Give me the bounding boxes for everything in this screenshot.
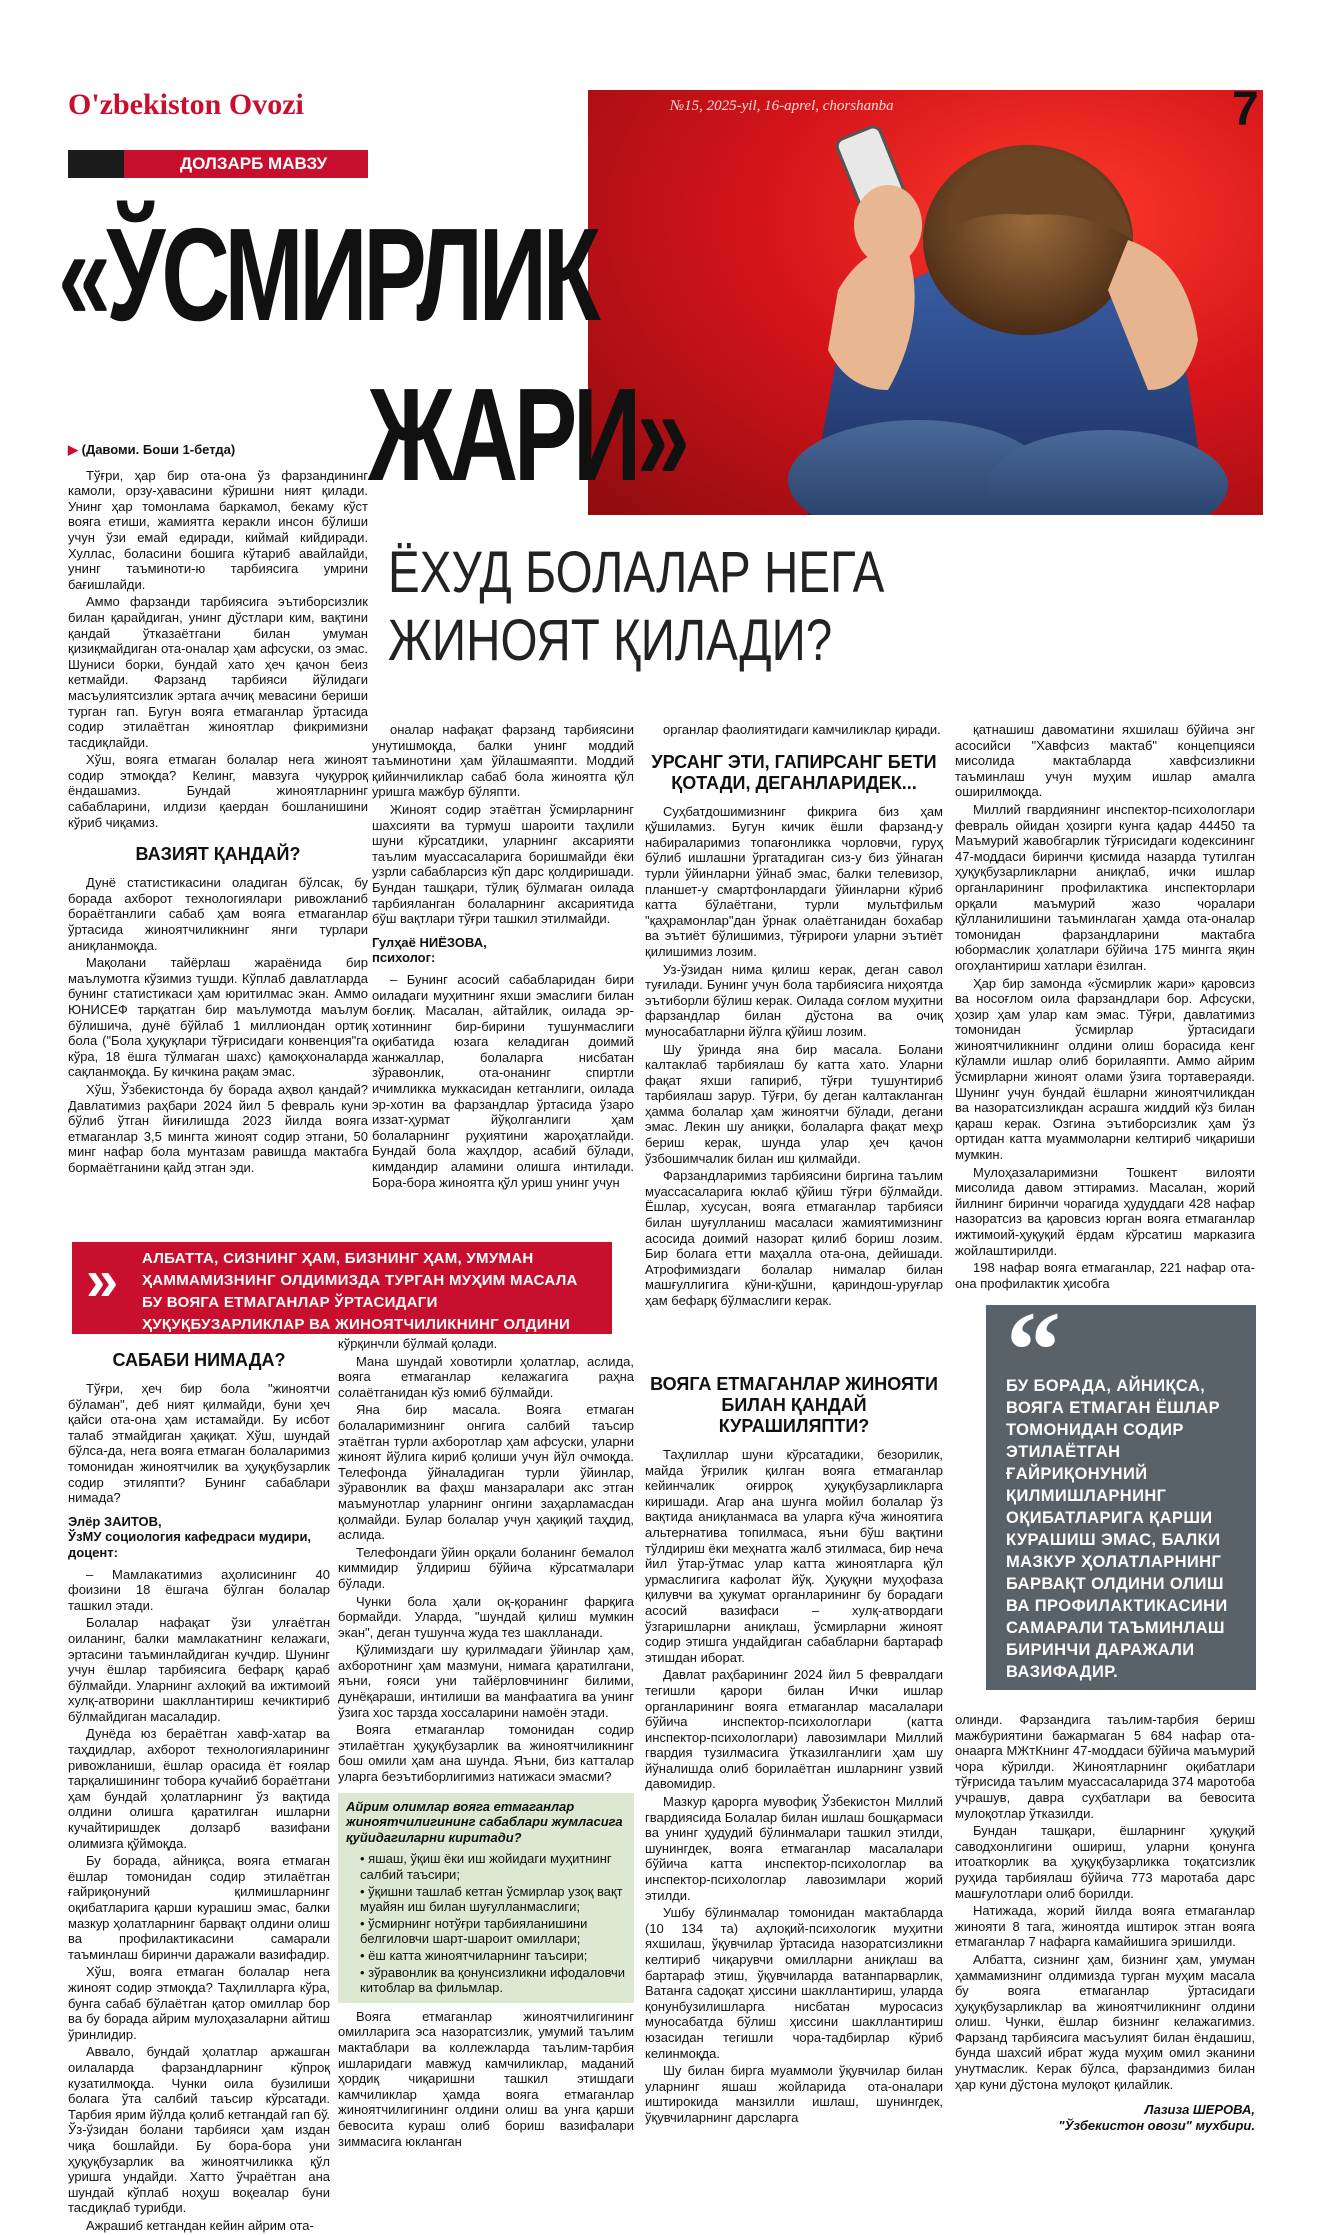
paragraph: Мазкур қарорга мувофиқ Ўзбекистон Миллий гвардиясида Болалар билан ишлаш бошқармаси ва унинг ҳудудий бўлинмалари ташкил этилди, шунингдек, вояга етмаганлар масалалари бўйича катта инспектор-психологлар ва инспектор-психологлар лавозимлари жорий этилди. <box>645 1794 943 1903</box>
paragraph: Мақолани тайёрлаш жараёнида бир маълумотга кўзимиз тушди. Кўплаб давлатларда бунинг статистикаси ҳам юритилмас экан. Аммо ЮНИСЕФ тарқатган бир маълумотда маълум бўлишича, дунё бўйлаб 1 миллиондан ортиқ бола ("Бола ҳуқуқлари тўғрисидаги конвенция"га кўра, 18 ёшга тўлмаган шахс) қамоқхоналарда сақланмоқда. Бу кичкина рақам эмас. <box>68 955 368 1080</box>
pull-quote-text: БУ БОРАДА, АЙНИҚСА, ВОЯГА ЕТМАГАН ЁШЛАР ТОМОНИДАН СОДИР ЭТИЛАЁТГАН ҒАЙРИҚОНУНИЙ ҚИЛМИШЛАРНИНГ ОҚИБАТЛАРИГА ҚАРШИ КУРАШИШ ЭМАС, БАЛКИ МАЗКУР ҲОЛАТЛАРНИНГ БАРВАҚТ ОЛДИНИ ОЛИШ ВА ПРОФИЛАКТИКАСИНИ САМАРАЛИ ТАЪМИНЛАШ БИРИНЧИ ДАРАЖАЛИ ВАЗИФАДИР. <box>1006 1377 1228 1681</box>
expert-signature <box>68 1514 330 1561</box>
paragraph: Ҳар бир замонда «ўсмирлик жари» қаровсиз ва носоғлом оила фарзандлари бор. Афсуски, ҳозир ҳам улар кам эмас. Тўғри, давлатимиз томонидан ўсмирлар ўртасидаги жиноятчиликнинг олдини олиш борасида кенг кўламли ишлар олиб борилаяпти. Аммо айрим ўсмирларни жиноят олами ўзига тортавераяди. Шунинг учун бундай ёшларни жиноятчиликдан ва назоратсизликдан асрашга жиддий кўз билан қараш керак. Озгина эътиборсизлик ҳам ўз ортидан катта муаммоларни келтириб чиқариши мумкин. <box>955 975 1255 1163</box>
paragraph: Ажрашиб кетгандан кейин айрим ота- <box>86 2217 314 2233</box>
expert-name: Элёр ЗАИТОВ, <box>68 1513 162 1529</box>
expert-signature <box>372 935 634 966</box>
paragraph: Мана шундай ховотирли ҳолатлар, аслида, вояга етмаганлар келажагига раҳна солаётганидан кўз юмиб бўлмайди. <box>338 1353 634 1400</box>
paragraph: – Бунинг асосий сабабларидан бири оиладаги муҳитнинг яхши эмаслиги билан боғлиқ. Масалан, айтайлик, оилада эр-хотиннинг бир-бирини тушунмаслиги оқибатида юзага келадиган доимий жанжаллар, болаларга нисбатан зўравонлик, ота-онанинг спиртли ичимликка муккасидан кетганлиги, оилада эр-хотин ва фарзандлар ўртасида ўзаро иззат-ҳурмат йўқолганлиги ҳам болаларнинг руҳиятини жароҳатлайди. Бундай бола жаҳлдор, асабий бўлади, кимдандир аламини олишга интилади. Бора-бора жиноятга қўл уриш унинг учун <box>372 971 634 1190</box>
paragraph: Ушбу бўлинмалар томонидан мактабларда (10 134 та) аҳлоқий-психологик муҳитни яхшилаш, ўқувчилар ўртасида назоратсизликни келтириб чиқарувчи омилларни аниқлаш ва бартараф этиш, ўқувчиларда ватанпарварлик, Ватанга садоқат ҳиссини шакллантириш, уларда қонунбузилишларга нисбатан муросасиз муносабатда бўлиш ҳиссини шакллантириш юзасидан тегишли чора-тадбирлар кўриб келинмоқда. <box>645 1905 943 2061</box>
paragraph: Мулоҳазаларимизни Тошкент вилояти мисолида давом эттирамиз. Масалан, жорий йилнинг биринчи чорагида ҳудуддаги 428 нафар назоратсиз ва қаровсиз юрган вояга етмаганлар ижтимоий-ҳуқуқий ёрдам кўрсатиш марказига жойлаштирилди. <box>955 1164 1255 1258</box>
causes-box <box>338 1793 634 2003</box>
causes-list <box>346 1851 626 1995</box>
cover-photo <box>588 90 1263 515</box>
paragraph: Албатта, сизнинг ҳам, бизнинг ҳам, умуман ҳаммамизнинг олдимизда турган муҳим масала бу вояга етмаганлар ўртасидаги ҳуқуқбузарликлар ва жиноятчиликнинг олдини олиш. Чунки, ёшлар бизнинг келажагимиз. Фарзанд тарбиясига масъулият билан ёндашиш, бунда шахсий ибрат жуда муҳим омил эканини унутмаслик. Керак бўлса, фарзандимиз билан ҳар куни дўстона мулоқот қилайлик. <box>955 1951 1255 2092</box>
rubric-label: ДОЛЗАРБ МАВЗУ <box>68 150 368 178</box>
paragraph: Жиноят содир этаётган ўсмирларнинг шахсияти ва турмуш шароити таҳлили шуни кўрсатдики, уларнинг аксарияти таълим муассасаларига боришмайди ёки узрли сабабларсиз кўп дарс қолдиришади. Бундан ташқари, тўлиқ бўлмаган оилада тарбияланган болаларнинг аксариятида бўш вақтлари тўғри ташкил этилмайди. <box>372 801 634 927</box>
paragraph: Шу ўринда яна бир масала. Болани калтаклаб тарбиялаш бу катта хато. Уларни фақат яхши гапириб, тўғри тушунтириб тарбиялаш зарур. Тўғри, бу деган калтакланган ҳамма болалар ҳам жиноятчи бўлади, дегани эмас. Лекин шу аниқки, болаларга фақат меҳр бериш керак, шунда улар ҳеч қачон ўзбошимчалик билан иш қилмайди. <box>645 1041 943 1166</box>
paragraph: Бу борада, айниқса, вояга етмаган ёшлар томонидан содир этилаётган ғайриқонуний қилмишларнинг оқибатларига қарши курашиш эмас, балки мазкур ҳолатларнинг барвақт олдини олиш ва профилактикасини самарали таъминлаш биринчи даражали вазифадир. <box>68 1853 330 1962</box>
paragraph: 198 нафар вояга етмаганлар, 221 нафар ота-она профилактик ҳисобга <box>955 1260 1255 1291</box>
paragraph: Хўш, вояга етмаган болалар нега жиноят содир этмоқда? Таҳлилларга кўра, бунга сабаб бўлаётган қатор омиллар бор ва бу борада айрим мулоҳазаларни айтиш ўринлидир. <box>68 1964 330 2042</box>
paragraph: Болалар нафақат ўзи улғаётган оиланинг, балки мамлакатнинг келажаги, эртасини таъминлайдиган кучдир. Шунинг учун ёшлар тарбиясига бефарқ қараб бўлмайди. Уларнинг ахлоқий ва ижтимоий хулқ-атворини шакллантириш кечиктириб бўлмайдиган масаладир. <box>68 1615 330 1724</box>
paragraph: – Мамлакатимиз аҳолисининг 40 фоизини 18 ёшгача бўлган болалар ташкил этади. <box>68 1566 330 1613</box>
issue-dateline: №15, 2025-yil, 16-aprel, chorshanba <box>670 98 894 114</box>
paragraph: Дунё статистикасини оладиган бўлсак, бу борада ахборот технологиялари ривожланиб бораётганлиги сабаб ҳам вояга етмаганлар ўртасида жиноятчиликнинг янги турлари аниқланмоқда. <box>68 875 368 953</box>
paragraph: Аввало, бундай ҳолатлар аржашган оилаларда фарзандларнинг кўпроқ кузатилмоқда. Чунки оила бузилиши болага ўта салбий таъсир кўрсатади. Тарбия ярим йўлда қолиб кетгандай гап бў. Ўз-ўзидан болани тарбияси ҳам издан чиқа бошлайди. Бу бора-бора уни ҳуқуқбузарлик ва жиноятчиликка қўл уришга ундайди. Хатто ўчраётган ана шундай кўплаб ноҳуш воқеалар буни тасдиқлаб турибди. <box>68 2044 330 2216</box>
paragraph: Хўш, вояга етмаган болалар нега жиноят содир этмоқда? Келинг, мавзуга чуқурроқ ёндашамиз. Бундай жиноятларнинг сабабларини, илдизи қаердан бошланишини кўриб чиқамиз. <box>68 752 368 830</box>
list-item: • ўсмирнинг нотўғри тарбияланишини белгиловчи шарт-шароит омиллари; <box>360 1916 626 1947</box>
subheadline-line1: ЁХУД БОЛАЛАР НЕГА <box>388 540 885 605</box>
list-item: • яшаш, ўқиш ёки иш жойидаги муҳитнинг салбий таъсири; <box>360 1851 626 1882</box>
paragraph: Уз-ўзидан нима қилиш керак, деган савол туғилади. Бунинг учун бола тарбиясига ниҳоятда эътиборли бўлиш керак. Оилада соғлом муҳитни фарзандлар билан дўстона ва очиқ муносабатларни йўлга қўйиш лозим. <box>645 961 943 1039</box>
quote-mark-icon: “ <box>1006 1289 1061 1411</box>
paragraph: Телефондаги ўйин орқали боланинг бемалол киммидир ўлдириш бўйича кўрсатмалари бўлади. <box>338 1544 634 1591</box>
paragraph: олинди. Фарзандига таълим-тарбия бериш мажбуриятини бажармаган 5 684 нафар ота-онаарга МЖтКнинг 47-моддаси бўйича маъмурий чора кўрилди. Жиноятларнинг оқибатлари тўғрисида таълим муассасаларида 374 маротоба учрашув, давра суҳбатлари ва бевосита мулоқотлар ўтказилди. <box>955 1712 1255 1821</box>
column1-bottom <box>68 1336 330 2235</box>
paragraph: Қўлимиздаги шу қурилмадаги ўйинлар ҳам, ахборотнинг ҳам мазмуни, нимага қаратилгани, яъни, ғояси уни тайёрловчининг билими, дунёқараши, интилиши ва манфаатига ва унинг ўзига хос тарзда хоссаларини намоён этади. <box>338 1642 634 1720</box>
column4-bottom <box>955 1712 1255 2134</box>
author-signature <box>955 2102 1255 2134</box>
double-chevron-icon: » <box>86 1248 119 1313</box>
paragraph: кўрқинчли бўлмай қолади. <box>338 1336 498 1351</box>
column2-bottom <box>338 1336 634 2151</box>
list-item: • ёш катта жиноятчиларнинг таъсири; <box>360 1948 626 1964</box>
column3-bottom <box>645 1360 943 2128</box>
page-number: 7 <box>1232 83 1259 136</box>
paragraph: Чунки бола ҳали оқ-қоранинг фарқига бормайди. Уларда, "шундай қилиш мумкин экан", деган тушунча жуда тез шаклланади. <box>338 1593 634 1640</box>
masthead-part1: O'zbekiston <box>68 88 222 121</box>
paragraph: Фарзандларимиз тарбиясини биргина таълим муассасаларига юклаб қўйиш тўғри бўлмайди. Ёшлар, хусусан, вояга етмаганлар тарбияси билан шуғулланиш масаласи жамиятимизнинг асосида доимий назорат қилиб бориш лозим. Бир болага етти маҳалла ота-она, дейишади. Атрофимиздаги болалар нималар билан машғуллигига кўни-қўшни, қариндош-уруғлар ҳам бефарқ бўлмаслиги керак. <box>645 1168 943 1308</box>
paragraph: Таҳлиллар шуни кўрсатадики, безорилик, майда ўғрилик қилган вояга етмаганлар кейинчалик оғирроқ ҳуқуқбузарликларга киришади. Агар ана шунга мойил болалар ўз вақтида аниқланмаса ва уларга кўча жиноятига альтернатива топилмаса, яъни бўш вақтини тўлдириш ёки меҳнатга жалб этилмаса, бир неча йил ўтар-ўтмас улар катта жиноятларга қўл урмаслигига кафолат йўқ. Ҳуқуқни муҳофаза қилувчи ва ҳукумат органларининг бу борадаги асосий вазифаси – хулқ-атвордаги ўзгаришларни аниқлаш, ўсмирларни жиноят содир этишга ундайдиган сабабларни бартараф этишдан иборат. <box>645 1447 943 1665</box>
section-heading: УРСАНГ ЭТИ, ГАПИРСАНГ БЕТИ ҚОТАДИ, ДЕГАНЛАРИДЕК... <box>651 751 937 793</box>
paragraph: Шу билан бирга муаммоли ўқувчилар билан уларнинг яшаш жойларида ота-оналари иштирокида манзилли ишлаш, шунингдек, ўқувчиларнинг дарсларга <box>645 2063 943 2125</box>
author-outlet: "Ўзбекистон овози" мухбири. <box>1058 2118 1255 2134</box>
masthead-logo <box>68 88 304 122</box>
paragraph: органлар фаолиятидаги камчиликлар қиради. <box>663 722 941 737</box>
teen-with-phone-illustration <box>588 90 1263 515</box>
paragraph: Тўғри, ҳар бир ота-она ўз фарзандининг камоли, орзу-ҳавасини кўришни ният қилади. Унинг ҳар томонлама баркамол, бекаму кўст вояга етиши, жамиятга керакли инсон бўлиши учун ўзи емай едиради, киймай кийдиради. Хуллас, боласини бошига кўтариб авайлайди, унинг таъминоти-ю тарбиясига умрини бағишлайди. <box>68 467 368 592</box>
grey-pull-quote <box>986 1289 1256 1690</box>
column4-top <box>955 722 1255 1293</box>
pull-quote-text: АЛБАТТА, СИЗНИНГ ҲАМ, БИЗНИНГ ҲАМ, УМУМАН ҲАММАМИЗНИНГ ОЛДИМИЗДА ТУРГАН МУҲИМ МАСАЛА БУ ВОЯГА ЕТМАГАНЛАР ЎРТАСИДАГИ ҲУҚУҚБУЗАРЛИКЛАР ВА ЖИНОЯТЧИЛИКНИНГ ОЛДИНИ ОЛИШ. <box>142 1250 578 1355</box>
paragraph: Вояга етмаганлар жиноятчилигининг омилларига эса назоратсизлик, умумий таълим мактаблари ва коллежларда таълим-тарбия ишларидаги мавжуд камчиликлар, маданий ҳордиқ чиқаришни ташкил этишдаги камчиликлар ҳамда вояга етмаганлар жиноятчилигининг олдини олиш ва унга қарши бевосита кураш олиб бориш вазифалари зиммасига юкланган <box>338 2008 634 2149</box>
paragraph: Натижада, жорий йилда вояга етмаганлар жинояти 8 тага, жиноятда иштирок этган вояга етмаганлар 7 нафарга камайишига эришилди. <box>955 1903 1255 1950</box>
list-item: • зўравонлик ва қонунсизликни ифодаловчи китоблар ва фильмлар. <box>360 1965 626 1996</box>
column3-top <box>645 722 943 1311</box>
paragraph: Бундан ташқари, ёшларнинг ҳуқуқий саводхонлигини ошириш, уларни қонунга итоаткорлик ва ҳуқуқбузарликка тоқатсизлик руҳида тарбиялаш бўйича 773 маротаба дарс машғулотлари олиб борилди. <box>955 1823 1255 1901</box>
paragraph: Тўғри, ҳеч бир бола "жиноятчи бўламан", деб ният қилмайди, буни ҳеч қайси ота-она ҳам истамайди. Бу исбот талаб этмайдиган ҳақиқат. Хўш, шундай бўлса-да, нега вояга етмаган болаларимиз томонидан жиноятчилик ва ҳуқуқбузарлик содир этиляпти? Бунинг сабаблари нимада? <box>68 1381 330 1506</box>
paragraph: Суҳбатдошимизнинг фикрига биз ҳам қўшиламиз. Бугун кичик ёшли фарзанд-у набираларимиз топағонликка чорловчи, гуруҳ бўлиб ишлашни ўргатадиган сиз-у биз ўйнаган турли ўйинларни ўйнаб эмас, балки телевизор, планшет-у смартфонлардаги ўйинларни кўриб катта бўлаётгани, турли мультфильм "қаҳрамонлар"дан ўрнак олаётганидан бохабар ва эътиёт бўлишимиз, тўғрироғи уларни эътиёт қилишимиз лозим. <box>645 803 943 959</box>
column1-top <box>68 442 368 1178</box>
section-heading: САБАБИ НИМАДА? <box>112 1350 286 1370</box>
paragraph: оналар нафақат фарзанд тарбиясини унутишмоқда, балки унинг моддий таъминотини ҳам ўйлашмаяпти. Моддий қийинчиликлар сабаб бола жиноятга қўл уришга мажбур бўляпти. <box>372 722 634 800</box>
list-item: • ўқишни ташлаб кетган ўсмирлар узоқ вақт муайян иш билан шуғулланмаслиги; <box>360 1884 626 1915</box>
paragraph: Хўш, Ўзбекистонда бу борада аҳвол қандай? Давлатимиз раҳбари 2024 йил 5 февраль куни бўлиб ўтган йиғилишда 2023 йилда вояга етмаганлар 3,5 мингта жиноят содир этгани, 50 минг нафар бола мунтазам равишда мактабга бормаётганини қайд этган эди. <box>68 1081 368 1175</box>
column2-top <box>372 722 634 1192</box>
section-heading: ВОЯГА ЕТМАГАНЛАР ЖИНОЯТИ БИЛАН ҚАНДАЙ КУРАШИЛЯПТИ? <box>650 1374 938 1436</box>
paragraph: Давлат раҳбарининг 2024 йил 5 февралдаги тегишли қарори билан Ички ишлар органларининг вояга етмаганлар масалалари бўйича инспектор-психологлари (катта инспектор-психологлари) лавозимлари Миллий гвардия тузилмасига ўтказилганлиги ҳам шу йўналишда олиб борилаётган ишларнинг узвий давомидир. <box>645 1667 943 1792</box>
paragraph: Вояга етмаганлар томонидан содир этилаётган ҳуқуқбузарлик ва жиноятчиликнинг бош омили ҳам ана шунда. Яъни, биз катталар уларга беэътиборлигимиз натижаси эмасми? <box>338 1722 634 1785</box>
paragraph: Дунёда юз бераётган хавф-хатар ва таҳдидлар, ахборот технологияларининг ривожланиши, ёшлар орасида ёт ғоялар тарқалишининг тобора кучайиб бораётгани ҳам бундай ҳолатларнинг ўз вақтида олдини олишга қаратилган ишларни кучайтиришдек долзарб вазифани олимизга қўймоқда. <box>68 1726 330 1851</box>
causes-box-title: Айрим олимлар вояга етмаганлар жиноятчилигининг сабаблари жумласига қуйидагиларни киритади? <box>346 1798 623 1845</box>
author-name: Лазиза ШЕРОВА, <box>1144 2102 1255 2118</box>
paragraph: қатнашиш давоматини яхшилаш бўйича энг асосийси "Хавфсиз мактаб" концепцияси мисолида мактабларда хавфсизликни таъминлаш учун муҳим ишлар амалга оширилмоқда. <box>955 722 1255 800</box>
subheadline-line2: ЖИНОЯТ ҚИЛАДИ? <box>388 608 833 673</box>
expert-role: психолог: <box>372 950 436 966</box>
continuation-note: ▶ (Давоми. Боши 1-бетда) <box>68 442 236 457</box>
headline-line2: ЖАРИ» <box>368 361 686 508</box>
paragraph: Яна бир масала. Вояга етмаган болаларимизнинг онгига салбий таъсир этаётган турли ахборотлар ҳам афсуски, уларни жиноят йўлига кириб қолиши учун йўл очмоқда. Телефонда ўйналадиган турли ўйинлар, зўравонлик ва фаҳш манзаралари акс этган маъмунотлар уларнинг онгини заҳарламасдан қолмайди. Булар болалар учун ҳақиқий таҳдид, аслида. <box>338 1402 634 1543</box>
paragraph: Миллий гвардиянинг инспектор-психологлари февраль ойидан ҳозирги кунга қадар 44450 та Маъмурий жавобгарлик тўғрисидаги кодексининг 47-моддаси биринчи қисмида назарда тутилган ҳуқуқбузарликларни аниқлаб, ички ишлар органларининг профилактика инспекторлари орқали маъмурий жазо чоралари қўлланилишини таъминлаган ҳамда ота-оналар томонидан фарзандларини мактабга юбормаслик ҳолатлари бўйича 175 мингга яқин огоҳлантириш хатлари ёзилган. <box>955 801 1255 973</box>
expert-role: ЎзМУ социология кафедраси мудири, доцент: <box>68 1529 312 1560</box>
masthead-part2: Ovozi <box>228 88 304 121</box>
headline-line1: «ЎСМИРЛИК <box>58 201 597 348</box>
section-heading: ВАЗИЯТ ҚАНДАЙ? <box>135 844 301 865</box>
paragraph: Аммо фарзанди тарбиясига эътиборсизлик билан қарайдиган, унинг дўстлари ким, вақтини қандай ўтказаётгани билан умуман қизиқмайдиган ота-оналар ҳам афсуски, оз эмас. Шуниси борки, бундай хато ҳеч қачон беиз кетмайди. Фарзанд тарбияси йўлидаги масъулиятсизлик эртага аччиқ мевасини бериши турган гап. Бугун вояга етмаганлар ўртасида содир этилаётган жиноятлар фикримизни тасдиқлайди. <box>68 594 368 750</box>
expert-name: Гулҳаё НИЁЗОВА, <box>372 934 487 950</box>
